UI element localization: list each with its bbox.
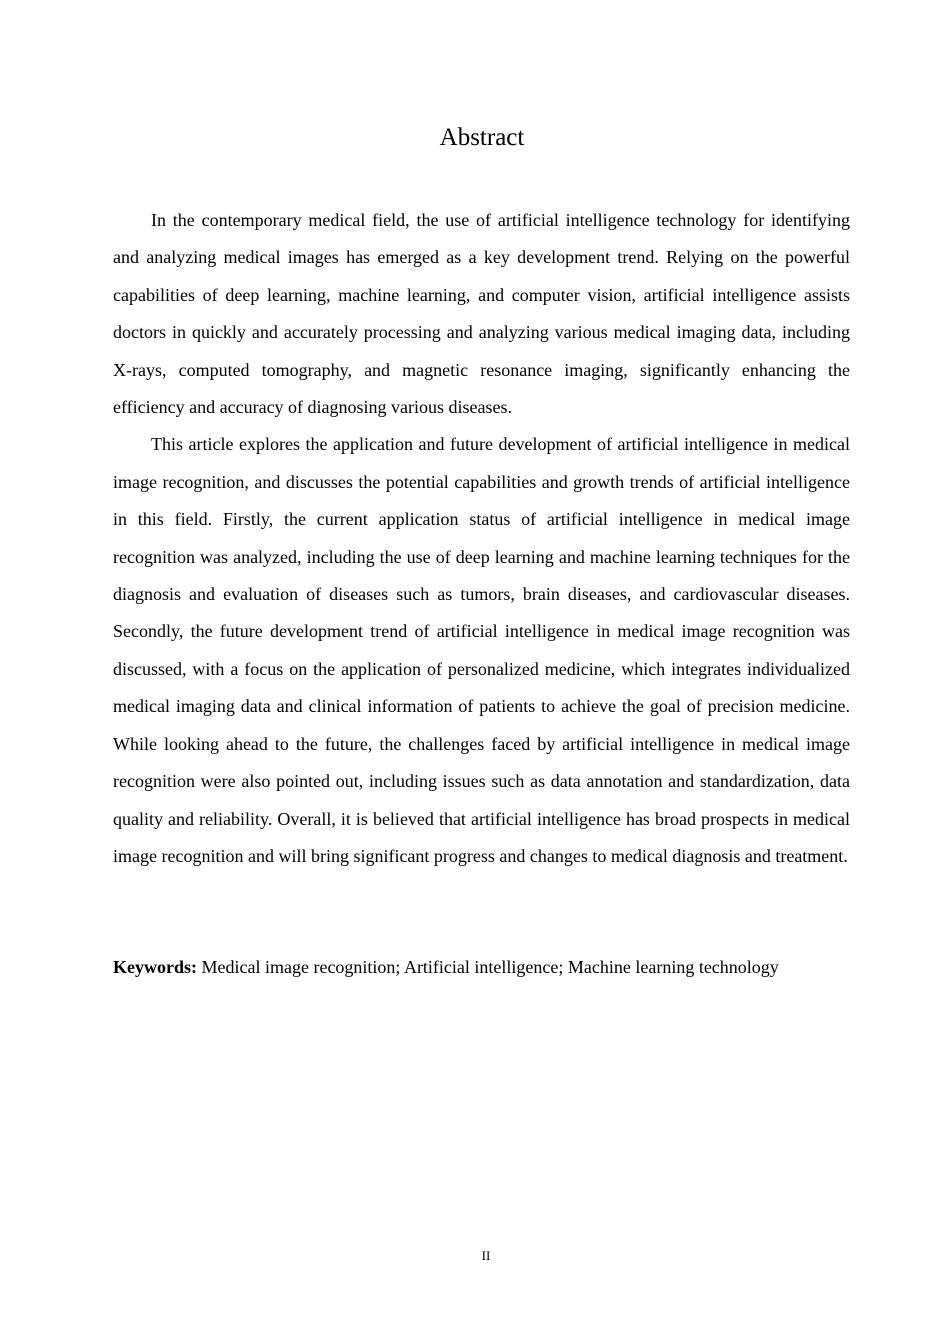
abstract-paragraph-2: This article explores the application and future development of artificial intelligence in medical image recognition, and discusses the potential capabilities and growth trends of artificial intelligence in this field. Firstly, the current application status of artificial intelligence in medical image recognition was analyzed, including the use of deep learning and machine learning techniques for the diagnosis and evaluation of diseases such as tumors, brain diseases, and cardiovascular diseases. Secondly, the future development trend of artificial intelligence in medical image recognition was discussed, with a focus on the application of personalized medicine, which integrates individualized medical imaging data and clinical information of patients to achieve the goal of precision medicine. While looking ahead to the future, the challenges faced by artificial intelligence in medical image recognition were also pointed out, including issues such as data annotation and standardization, data quality and reliability. Overall, it is believed that artificial intelligence has broad prospects in medical image recognition and will bring significant progress and changes to medical diagnosis and treatment.: [113, 434, 850, 866]
page-title: Abstract: [439, 124, 525, 151]
keywords-text: Medical image recognition; Artificial intelligence; Machine learning technology: [201, 957, 779, 977]
abstract-paragraph-1: In the contemporary medical field, the use of artificial intelligence technology for identifying and analyzing medical images has emerged as a key development trend. Relying on the powerful capabilities of deep learning, machine learning, and computer vision, artificial intelligence assists doctors in quickly and accurately processing and analyzing various medical imaging data, including X-rays, computed tomography, and magnetic resonance imaging, significantly enhancing the efficiency and accuracy of diagnosing various diseases.: [113, 210, 850, 418]
keywords-label: Keywords:: [113, 957, 197, 977]
abstract-body: [113, 202, 850, 875]
page-number: II: [481, 1248, 491, 1263]
keywords-line: [113, 950, 850, 984]
